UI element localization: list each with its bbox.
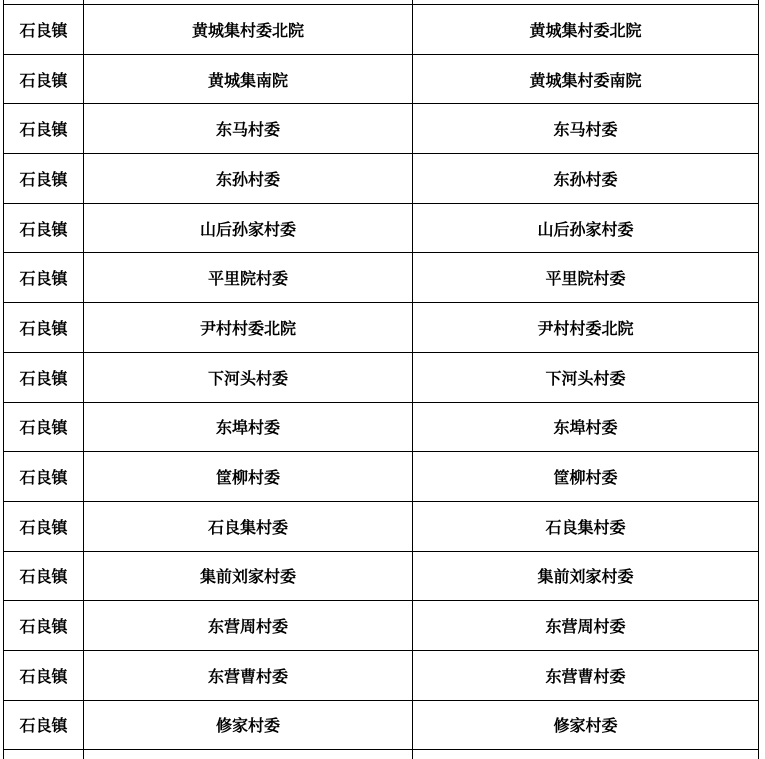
table-row xyxy=(4,352,759,402)
village-name-cell-empty xyxy=(84,750,413,759)
village-name-cell: 东马村委 xyxy=(84,104,413,154)
village-name-confirm-cell: 黄城集村委南院 xyxy=(413,54,759,104)
town-cell: 石良镇 xyxy=(4,253,84,303)
village-name-confirm-cell: 东埠村委 xyxy=(413,402,759,452)
town-cell: 石良镇 xyxy=(4,501,84,551)
village-name-confirm-cell: 黄城集村委北院 xyxy=(413,5,759,55)
village-name-confirm-cell: 平里院村委 xyxy=(413,253,759,303)
town-cell: 石良镇 xyxy=(4,154,84,204)
village-name-confirm-cell: 集前刘家村委 xyxy=(413,551,759,601)
village-name-cell: 集前刘家村委 xyxy=(84,551,413,601)
village-name-cell: 东孙村委 xyxy=(84,154,413,204)
town-cell: 石良镇 xyxy=(4,650,84,700)
table-row xyxy=(4,203,759,253)
town-cell: 石良镇 xyxy=(4,551,84,601)
table-row xyxy=(4,303,759,353)
village-name-cell: 东埠村委 xyxy=(84,402,413,452)
village-name-confirm-cell: 筐柳村委 xyxy=(413,452,759,502)
village-name-confirm-cell: 山后孙家村委 xyxy=(413,203,759,253)
village-name-cell: 石良集村委 xyxy=(84,501,413,551)
town-cell: 石良镇 xyxy=(4,5,84,55)
table-row xyxy=(4,700,759,750)
table-row xyxy=(4,54,759,104)
table-row xyxy=(4,501,759,551)
table-row xyxy=(4,452,759,502)
village-name-cell: 东营周村委 xyxy=(84,601,413,651)
partial-row-bottom xyxy=(4,750,759,759)
town-cell: 石良镇 xyxy=(4,601,84,651)
town-cell: 石良镇 xyxy=(4,303,84,353)
village-name-cell: 黄城集村委北院 xyxy=(84,5,413,55)
village-name-confirm-cell: 下河头村委 xyxy=(413,352,759,402)
village-name-confirm-cell: 东营曹村委 xyxy=(413,650,759,700)
table-row xyxy=(4,154,759,204)
village-name-confirm-cell: 东营周村委 xyxy=(413,601,759,651)
village-name-confirm-cell: 修家村委 xyxy=(413,700,759,750)
village-name-cell: 黄城集南院 xyxy=(84,54,413,104)
town-cell: 石良镇 xyxy=(4,104,84,154)
village-name-confirm-cell: 东马村委 xyxy=(413,104,759,154)
village-name-confirm-cell: 石良集村委 xyxy=(413,501,759,551)
village-committee-table xyxy=(3,0,759,759)
town-cell: 石良镇 xyxy=(4,700,84,750)
table-row xyxy=(4,551,759,601)
table-row xyxy=(4,650,759,700)
village-table-body xyxy=(4,0,759,759)
village-name-cell: 平里院村委 xyxy=(84,253,413,303)
village-name-confirm-cell: 尹村村委北院 xyxy=(413,303,759,353)
town-cell: 石良镇 xyxy=(4,352,84,402)
town-cell: 石良镇 xyxy=(4,203,84,253)
village-name-cell: 东营曹村委 xyxy=(84,650,413,700)
town-cell: 石良镇 xyxy=(4,54,84,104)
village-name-cell: 下河头村委 xyxy=(84,352,413,402)
village-name-confirm-cell-empty xyxy=(413,750,759,759)
village-name-cell: 尹村村委北院 xyxy=(84,303,413,353)
village-name-cell: 筐柳村委 xyxy=(84,452,413,502)
table-row xyxy=(4,402,759,452)
town-cell: 石良镇 xyxy=(4,402,84,452)
village-name-confirm-cell: 东孙村委 xyxy=(413,154,759,204)
village-name-cell: 山后孙家村委 xyxy=(84,203,413,253)
village-name-cell: 修家村委 xyxy=(84,700,413,750)
town-cell-empty xyxy=(4,750,84,759)
table-row xyxy=(4,253,759,303)
table-row xyxy=(4,601,759,651)
table-row xyxy=(4,104,759,154)
town-cell: 石良镇 xyxy=(4,452,84,502)
table-row xyxy=(4,5,759,55)
